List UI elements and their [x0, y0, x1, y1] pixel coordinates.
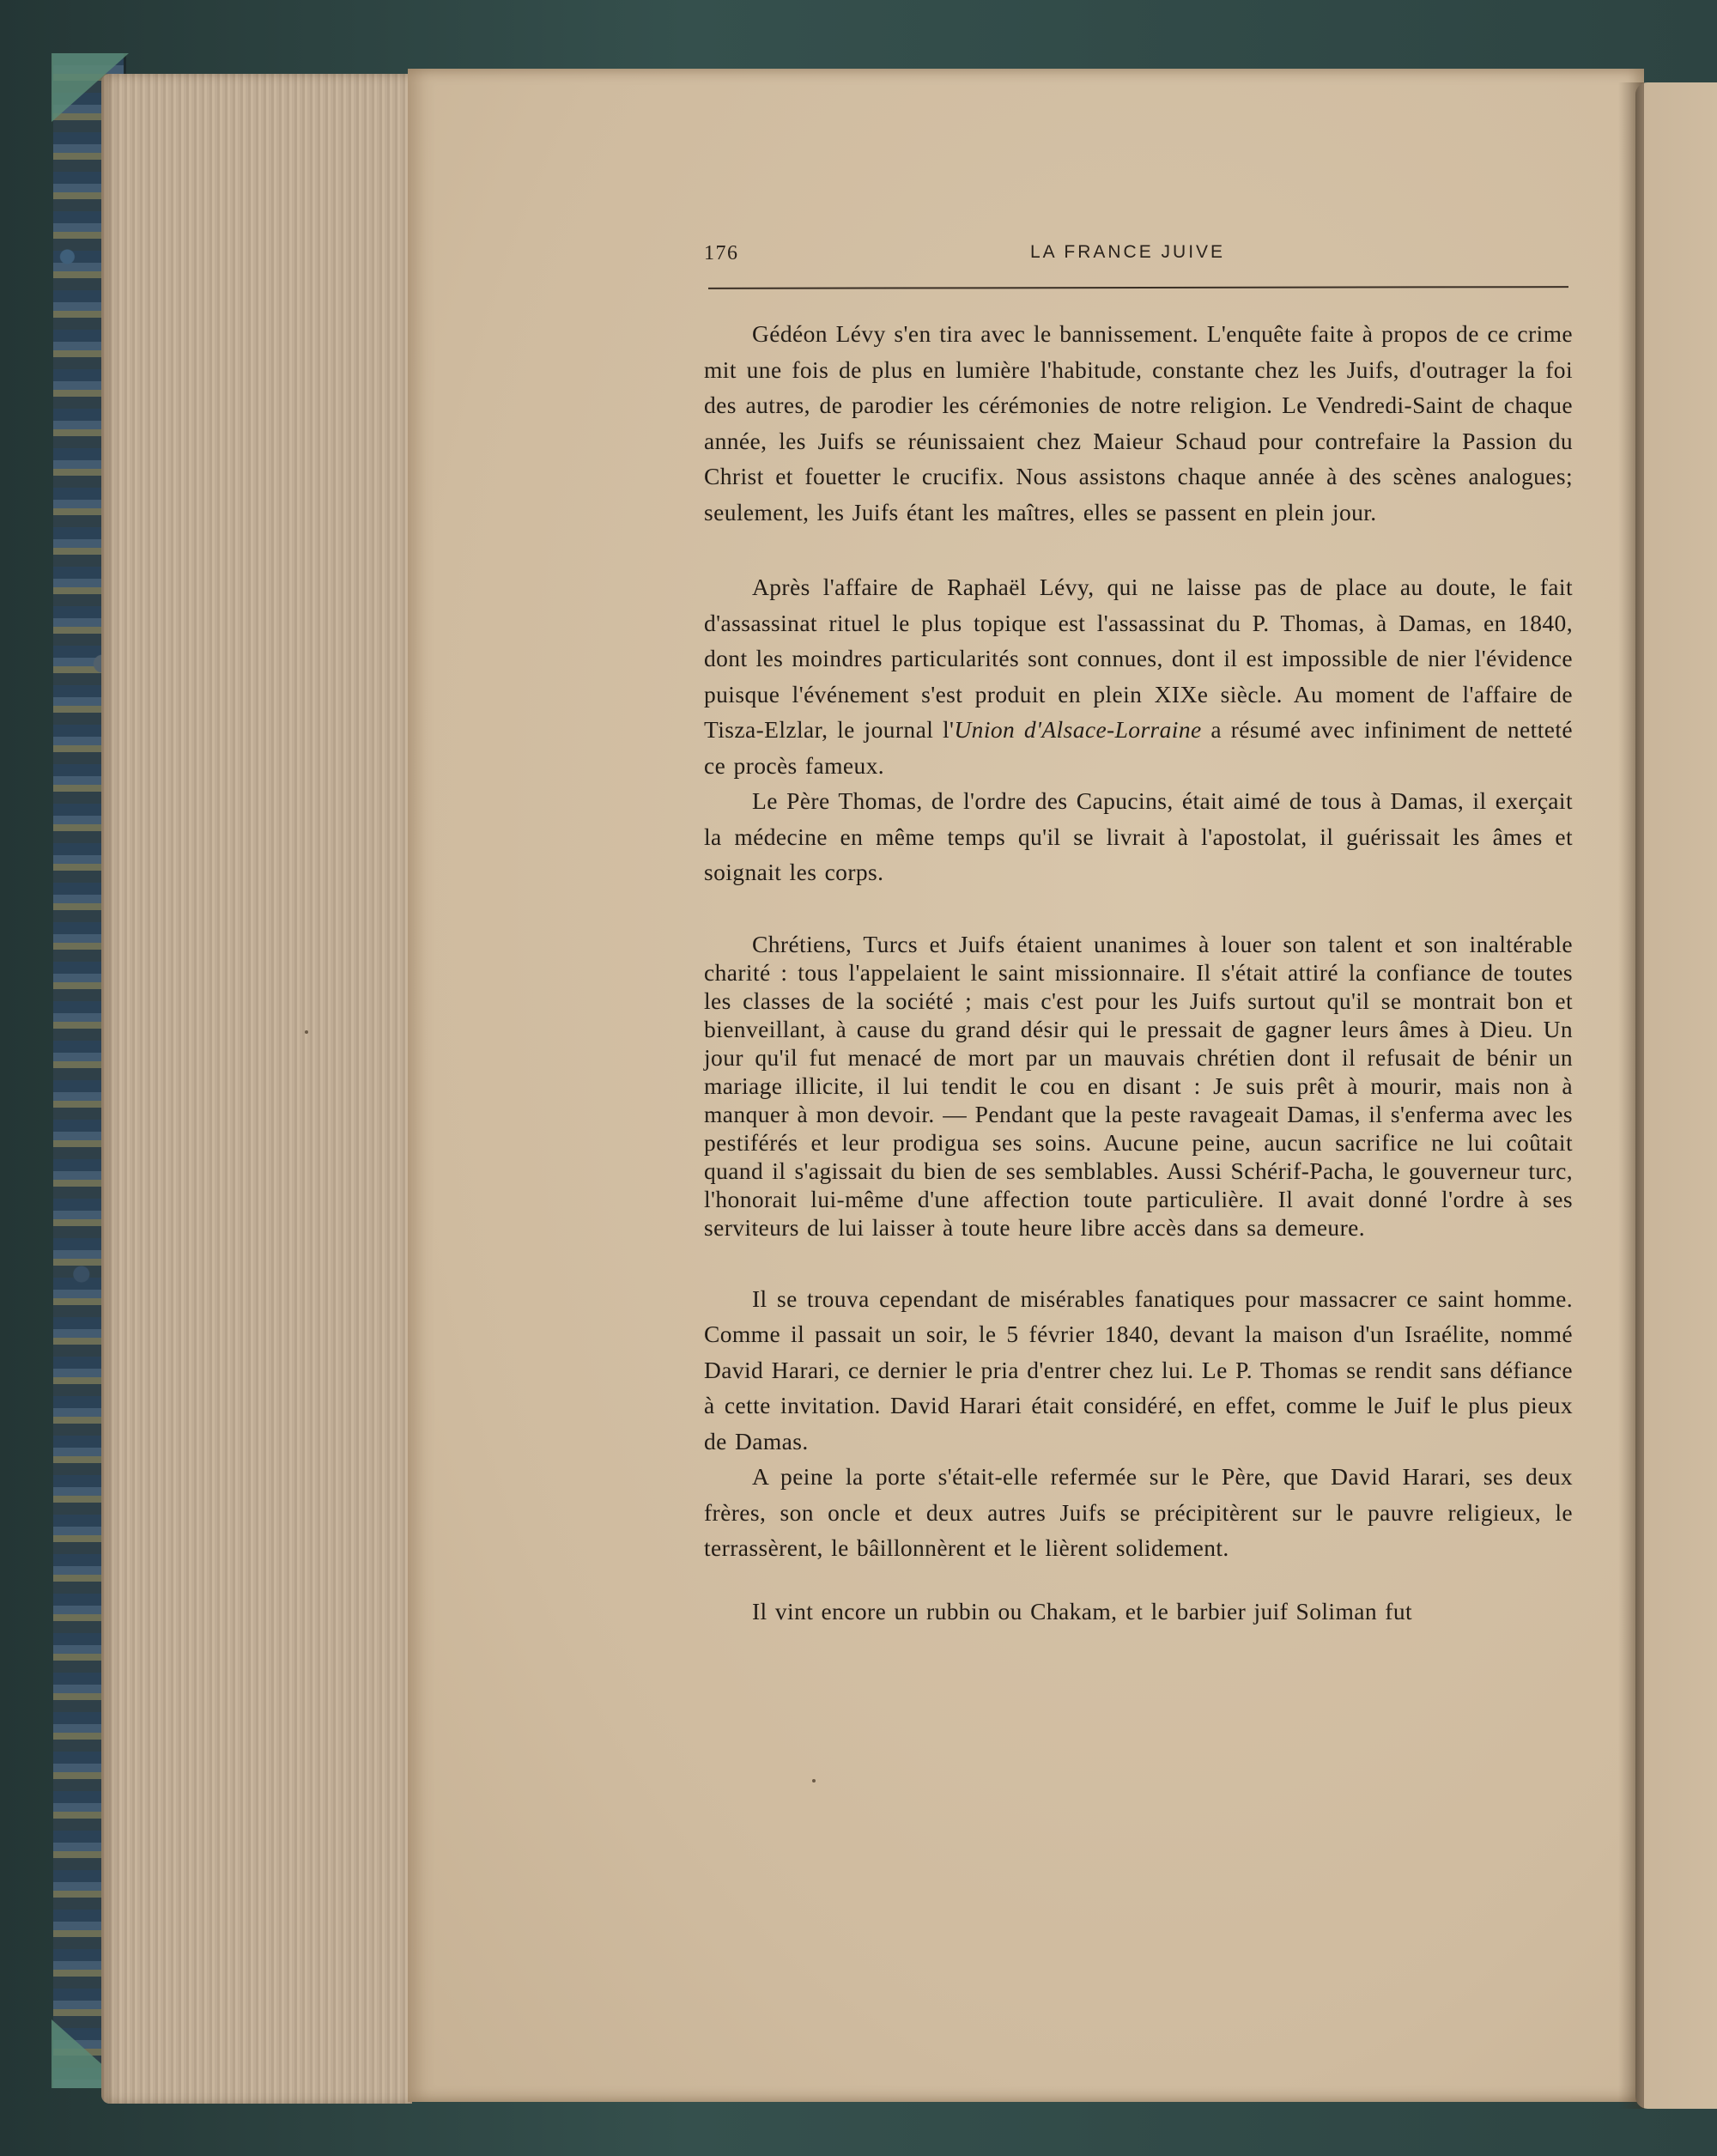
paragraph-6: A peine la porte s'était-elle refermée sur le Père, que David Harari, ses deux frères, son oncle et deux autres Juifs se précipitèrent sur le pauvre religieux, le terrassèrent, le bâillonnèrent et le lièrent solidement.	[704, 1463, 1573, 1561]
facing-page-edge	[1635, 82, 1717, 2109]
paragraph-7: Il vint encore un rubbin ou Chakam, et le barbier juif Soliman fut	[752, 1597, 1413, 1625]
paragraph-4: Chrétiens, Turcs et Juifs étaient unanimes à louer son talent et son inaltérable charité : tous l'appelaient le saint missionnaire. Il s'était attiré la confiance de toutes les classes de la société ; mais c'est pour les Juifs surtout qu'il se montrait bon et bienveillant, à cause du grand désir qui le pressait de gagner leurs âmes à Dieu. Un jour qu'il fut menacé de mort par un mauvais chrétien dont il refusait de bénir un mariage illicite, il lui tendit le cou en disant : Je suis prêt à mourir, mais non à manquer à mon devoir. — Pendant que la peste ravageait Damas, il s'enferma avec les pestiférés et leur prodigua ses soins. Aucune peine, aucun sacrifice ne lui coûtait quand il s'agissait du bien de ses semblables. Aussi Schérif-Pacha, le gouverneur turc, l'honorait lui-même d'une affection toute particulière. Il avait donné l'ordre à ses serviteurs de lui laisser à toute heure libre accès dans sa demeure.	[704, 930, 1573, 1241]
paragraph-5: Il se trouva cependant de misérables fanatiques pour massacrer ce saint homme. Comme il passait un soir, le 5 février 1840, devant la maison d'un Israélite, nommé David Harari, ce dernier le pria d'entrer chez lui. Le P. Thomas se rendit sans défiance à cette invitation. David Harari était considéré, en effet, comme le Juif le plus pieux de Damas.	[704, 1284, 1573, 1455]
page-stack-edge	[101, 74, 412, 2104]
body-text	[704, 316, 1573, 1629]
paragraph-3: Le Père Thomas, de l'ordre des Capucins, était aimé de tous à Damas, il exerçait la médecine en même temps qu'il se livrait à l'apostolat, il guérissait les âmes et soignait les corps.	[704, 787, 1573, 885]
paragraph-2-text: Après l'affaire de Raphaël Lévy, qui ne laisse pas de place au doute, le fait d'assassinat rituel le plus topique est l'assassinat du P. Thomas, à Damas, en 1840, dont les moindres particularités sont connues, dont il est impossible de nier l'évidence puisque l'événement s'est produit en plein XIXe siècle. Au moment de l'affaire de Tisza-Elzlar, le journal l'	[704, 574, 1573, 743]
paragraph-1: Gédéon Lévy s'en tira avec le bannissement. L'enquête faite à propos de ce crime mit une fois de plus en lumière l'habitude, constante chez les Juifs, d'outrager la foi des autres, de parodier les cérémonies de notre religion. Le Vendredi-Saint de chaque année, les Juifs se réunissaient chez Maieur Schaud pour contrefaire la Passion du Christ et fouetter le crucifix. Nous assistons chaque année à des scènes analogues; seulement, les Juifs étant les maîtres, elles se passent en plein jour.	[704, 320, 1573, 525]
paragraph-2	[704, 569, 1573, 783]
running-title: LA FRANCE JUIVE	[1030, 242, 1226, 262]
journal-title: Union d'Alsace-Lorraine	[954, 716, 1202, 743]
running-head	[704, 242, 1573, 276]
paper-speck	[305, 1030, 308, 1034]
page-number: 176	[704, 242, 739, 264]
paragraph-2-end: a résumé avec infiniment de netteté ce procès fameux.	[704, 716, 1573, 779]
gutter-shadow	[1618, 82, 1644, 2109]
paper-speck	[812, 1779, 816, 1782]
